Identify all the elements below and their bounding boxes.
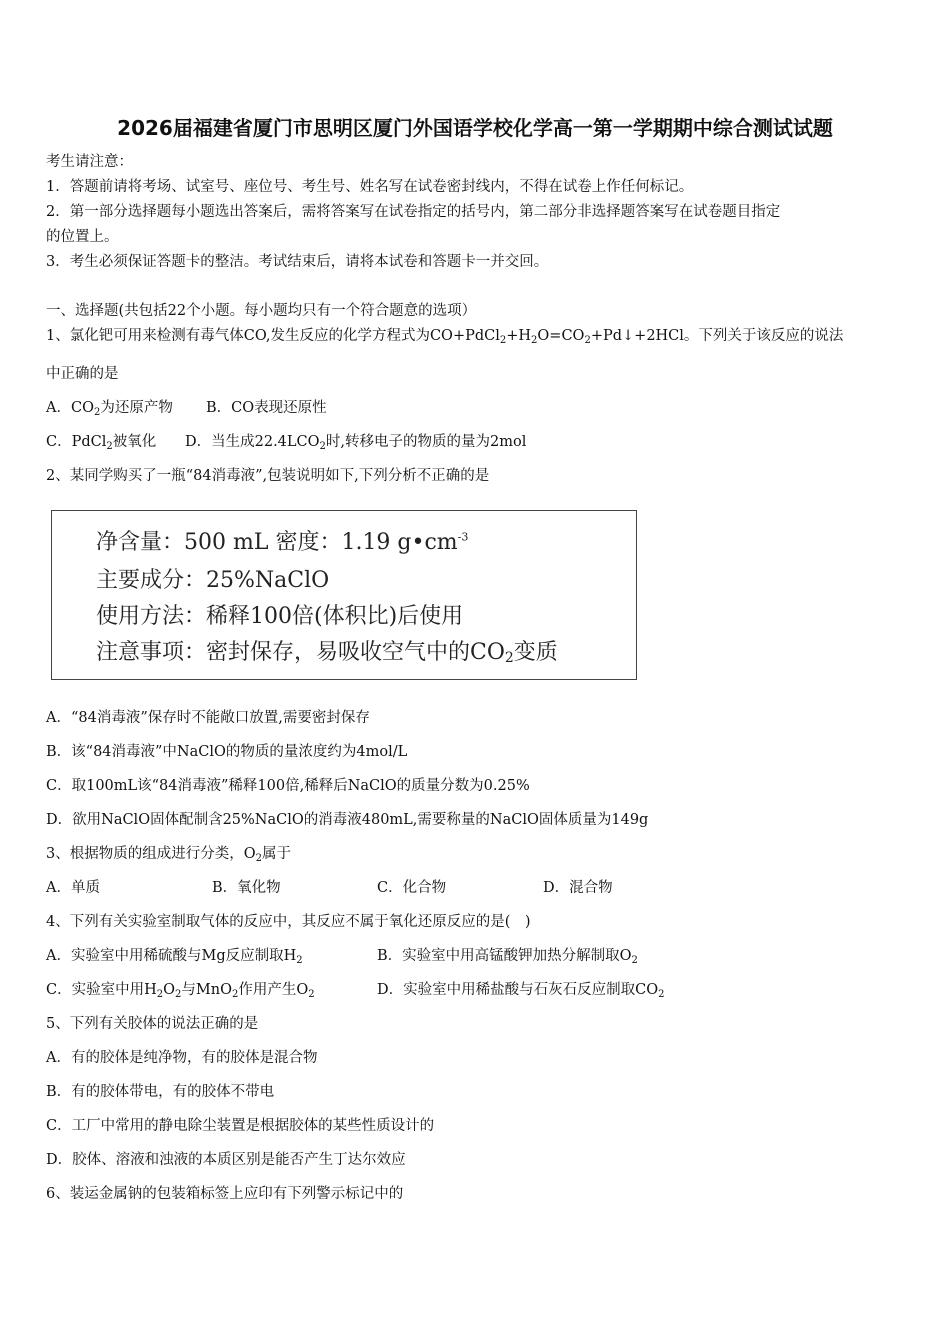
question-4-stem: 4、下列有关实验室制取气体的反应中，其反应不属于氧化还原反应的是( ) — [46, 914, 531, 930]
question-3-option-b: B．氧化物 — [212, 880, 281, 896]
question-4-option-c: C．实验室中用$H_2O_2$与MnO$_2$作用产生$O_2$ — [46, 982, 315, 1000]
notice-heading: 考生请注意： — [46, 154, 133, 170]
question-3-option-c: C．化合物 — [377, 880, 447, 896]
section-heading: 一、选择题(共包括22个小题。每小题均只有一个符合题意的选项） — [46, 303, 477, 319]
question-1-option-c: C．PdCl$_2$被氧化 — [46, 434, 157, 452]
question-5-option-d: D．胶体、溶液和浊液的本质区别是能否产生丁达尔效应 — [46, 1152, 406, 1168]
question-5-option-b: B．有的胶体带电，有的胶体不带电 — [46, 1084, 275, 1100]
question-2-option-d: D．欲用NaClO固体配制含25%NaClO的消毒液480mL,需要称量的NaClO固体质量为149g — [46, 812, 649, 828]
question-1-option-b: B．CO表现还原性 — [206, 400, 327, 416]
question-1-option-d: D．当生成$22.4LCO_2$时,转移电子的物质的量为2mol — [185, 434, 527, 452]
question-1-stem-cont: 中正确的是 — [46, 366, 119, 382]
notice-item: 的位置上。 — [46, 229, 119, 245]
question-5-option-a: A．有的胶体是纯净物，有的胶体是混合物 — [46, 1050, 318, 1066]
question-4-option-a: A．实验室中用稀硫酸与Mg反应制取$H_2$ — [46, 948, 303, 966]
question-5-option-c: C．工厂中常用的静电除尘装置是根据胶体的某些性质设计的 — [46, 1118, 435, 1134]
label-line-ingredient: 主要成分：25%NaClO — [96, 568, 330, 593]
label-line-content: 净含量：500 mL 密度：1.19 $g•cm^{-3}$ — [96, 530, 469, 555]
label-line-caution: 注意事项：密封保存，易吸收空气中的$CO_2$变质 — [96, 640, 558, 666]
question-2-option-b: B．该“84消毒液”中NaClO的物质的量浓度约为4mol/L — [46, 744, 408, 760]
question-4-option-b: B．实验室中用高锰酸钾加热分解制取$O_2$ — [377, 948, 638, 966]
product-label-image — [51, 510, 637, 680]
question-1-option-a: A．$CO_2$为还原产物 — [46, 400, 173, 418]
notice-item: 2．第一部分选择题每小题选出答案后，需将答案写在试卷指定的括号内，第二部分非选择题答案写在试卷题目指定 — [46, 204, 781, 220]
question-5-stem: 5、下列有关胶体的说法正确的是 — [46, 1016, 259, 1032]
question-4-option-d: D．实验室中用稀盐酸与石灰石反应制取$CO_2$ — [377, 982, 665, 1000]
question-2-option-a: A．“84消毒液”保存时不能敞口放置,需要密封保存 — [46, 710, 370, 726]
question-6-stem: 6、装运金属钠的包装箱标签上应印有下列警示标记中的 — [46, 1186, 404, 1202]
question-1-stem: 1、氯化钯可用来检测有毒气体CO,发生反应的化学方程式为$CO+PdCl_2+H_2O=CO_2+Pd↓+2HCl$。下列关于该反应的说法 — [46, 328, 844, 346]
question-3-option-a: A．单质 — [46, 880, 100, 896]
question-2-stem: 2、某同学购买了一瓶“84消毒液”,包装说明如下,下列分析不正确的是 — [46, 468, 490, 484]
page-title: 2026届福建省厦门市思明区厦门外国语学校化学高一第一学期期中综合测试试题 — [117, 116, 833, 140]
notice-item: 1．答题前请将考场、试室号、座位号、考生号、姓名写在试卷密封线内，不得在试卷上作任何标记。 — [46, 179, 694, 195]
notice-item: 3．考生必须保证答题卡的整洁。考试结束后，请将本试卷和答题卡一并交回。 — [46, 254, 549, 270]
label-line-usage: 使用方法：稀释100倍(体积比)后使用 — [96, 604, 464, 629]
question-3-stem: 3、根据物质的组成进行分类，$O_2$属于 — [46, 846, 291, 864]
question-3-option-d: D．混合物 — [543, 880, 613, 896]
question-2-option-c: C．取100mL该“84消毒液”稀释100倍,稀释后NaClO的质量分数为0.25% — [46, 778, 530, 794]
